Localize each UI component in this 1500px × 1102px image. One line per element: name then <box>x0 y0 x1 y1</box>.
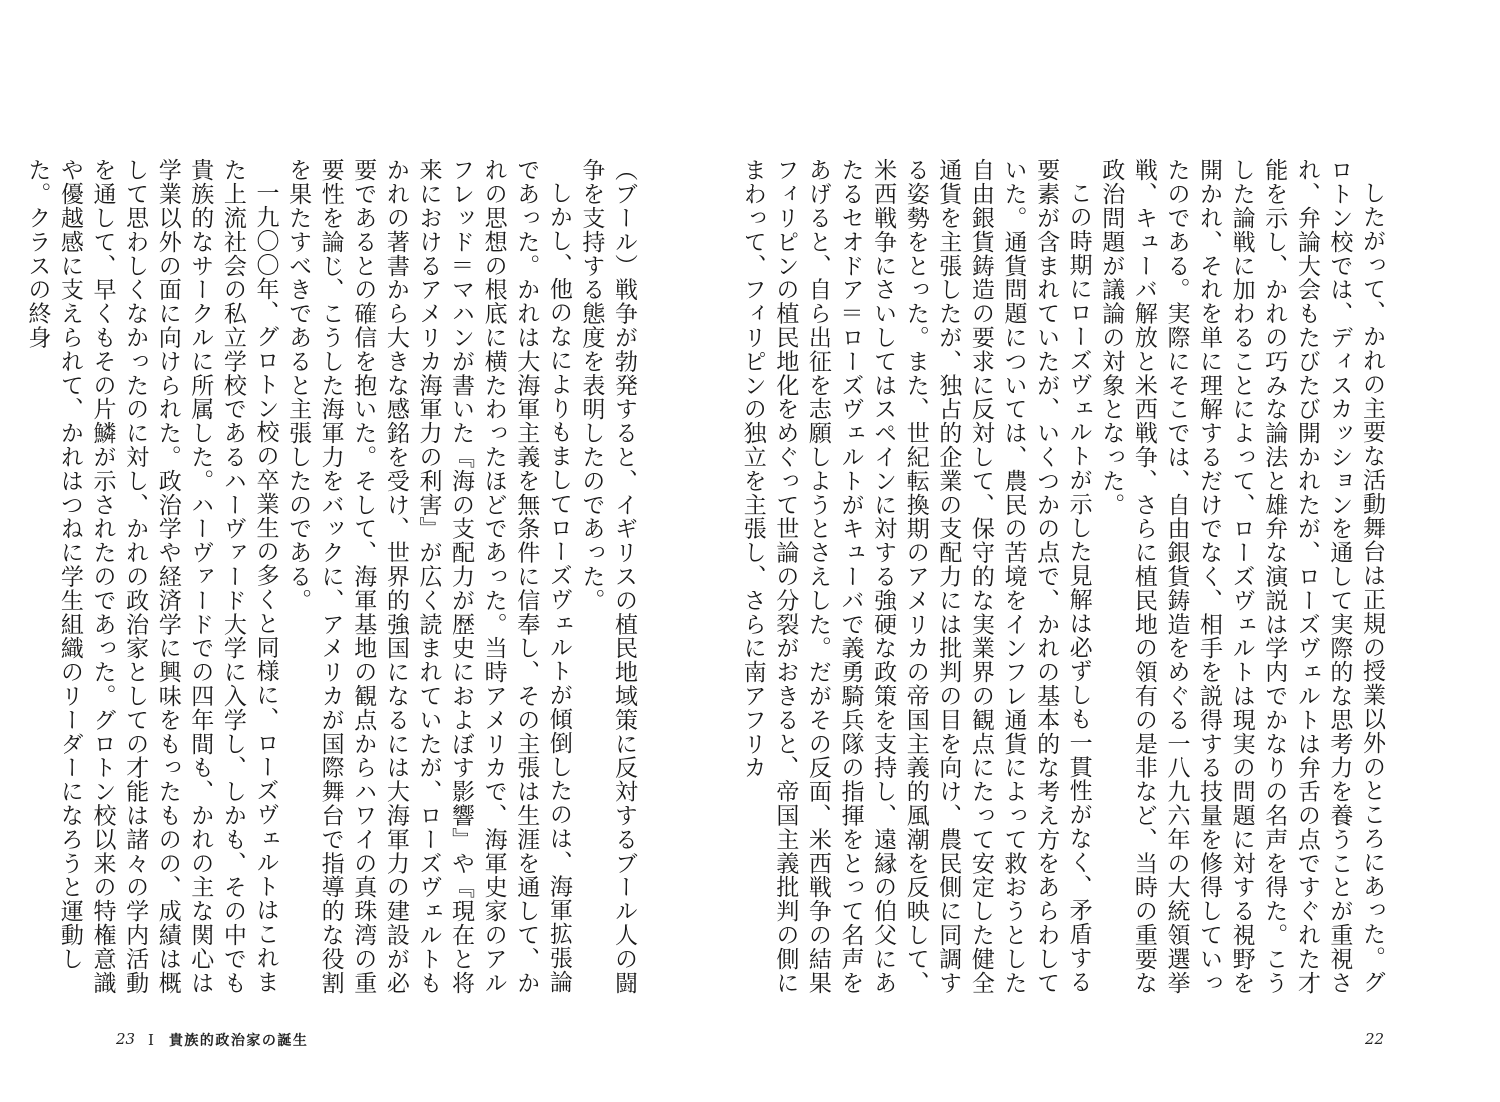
running-head <box>148 1030 308 1050</box>
right-page <box>739 0 1500 1102</box>
running-head-part: I <box>148 1031 155 1049</box>
right-page-body <box>739 158 1388 1000</box>
left-page-body <box>24 158 640 1000</box>
page-number-right: 22 <box>1365 1030 1385 1048</box>
paragraph: （ブール）戦争が勃発すると、イギリスの植民地域策に反対するブール人の闘争を支持する態度を表明したのであった。 <box>578 158 637 995</box>
paragraph: しかし、他のなによりもましてローズヴェルトが傾倒したのは、海軍拡張論であった。かれは大海軍主義を無条件に信奉し、その主張は生涯を通して、かれの思想の根底に横たわったほどであった。当時アメリカで、海軍史家のアルフレッド＝マハンが書いた『海の支配力が歴史におよぼす影響』や『現在と将来におけるアメリカ海軍力の利害』が広く読まれていたが、ローズヴェルトもかれの著書から大きな感銘を受け、世界的強国になるには大海軍力の建設が必要であるとの確信を抱いた。そして、海軍基地の観点からハワイの真珠湾の重要性を論じ、こうした海軍力をバックに、アメリカが国際舞台で指導的な役割を果たすべきであると主張したのである。 <box>285 158 572 995</box>
paragraph: この時期にローズヴェルトが示した見解は必ずしも一貫性がなく、矛盾する要素が含まれていたが、いくつかの点で、かれの基本的な考え方をあらわしていた。通貨問題については、農民の苦境をインフレ通貨によって救おうとした自由銀貨鋳造の要求に反対して、保守的な実業界の観点にたって安定した健全通貨を主張したが、独占的企業の支配力には批判の目を向け、農民側に同調する姿勢をとった。また、世紀転換期のアメリカの帝国主義的風潮を反映して、米西戦争にさいしてはスペインに対する強硬な政策を支持し、遠縁の伯父にあたるセオドア＝ローズヴェルトがキューバで義勇騎兵隊の指揮をとって名声をあげると、自ら出征を志願しようとさえした。だがその反面、米西戦争の結果フィリピンの植民地化をめぐって世論の分裂がおきると、帝国主義批判の側にまわって、フィリピンの独立を主張し、さらに南アフリカ <box>739 158 1092 995</box>
paragraph: したがって、かれの主要な活動舞台は正規の授業以外のところにあった。グロトン校では、ディスカッションを通して実際的な思考力を養うことが重視され、弁論大会もたびたび開かれたが、ローズヴェルトは弁舌の点ですぐれた才能を示し、かれの巧みな論法と雄弁な演説は学内でかなりの名声を得た。こうした論戦に加わることによって、ローズヴェルトは現実の問題に対する視野を開かれ、それを単に理解するだけでなく、相手を説得する技量を修得していったのである。実際にそこでは、自由銀貨鋳造をめぐる一八九六年の大統領選挙戦、キューバ解放と米西戦争、さらに植民地の領有の是非など、当時の重要な政治問題が議論の対象となった。 <box>1098 158 1385 995</box>
running-head-title: 貴族的政治家の誕生 <box>168 1033 309 1049</box>
page-number-left: 23 <box>116 1030 136 1048</box>
paragraph: 一九〇〇年、グロトン校の卒業生の多くと同様に、ローズヴェルトはこれまた上流社会の私立学校であるハーヴァード大学に入学し、しかも、その中でも貴族的なサークルに所属した。ハーヴァードでの四年間も、かれの主な関心は学業以外の面に向けられた。政治学や経済学に興味をもったものの、成績は概して思わしくなかったのに対し、かれの政治家としての才能は諸々の学内活動を通して、早くもその片鱗が示されたのであった。グロトン校以来の特権意識や優越感に支えられて、かれはつねに学生組織のリーダーになろうと運動した。クラスの終身 <box>24 158 279 995</box>
